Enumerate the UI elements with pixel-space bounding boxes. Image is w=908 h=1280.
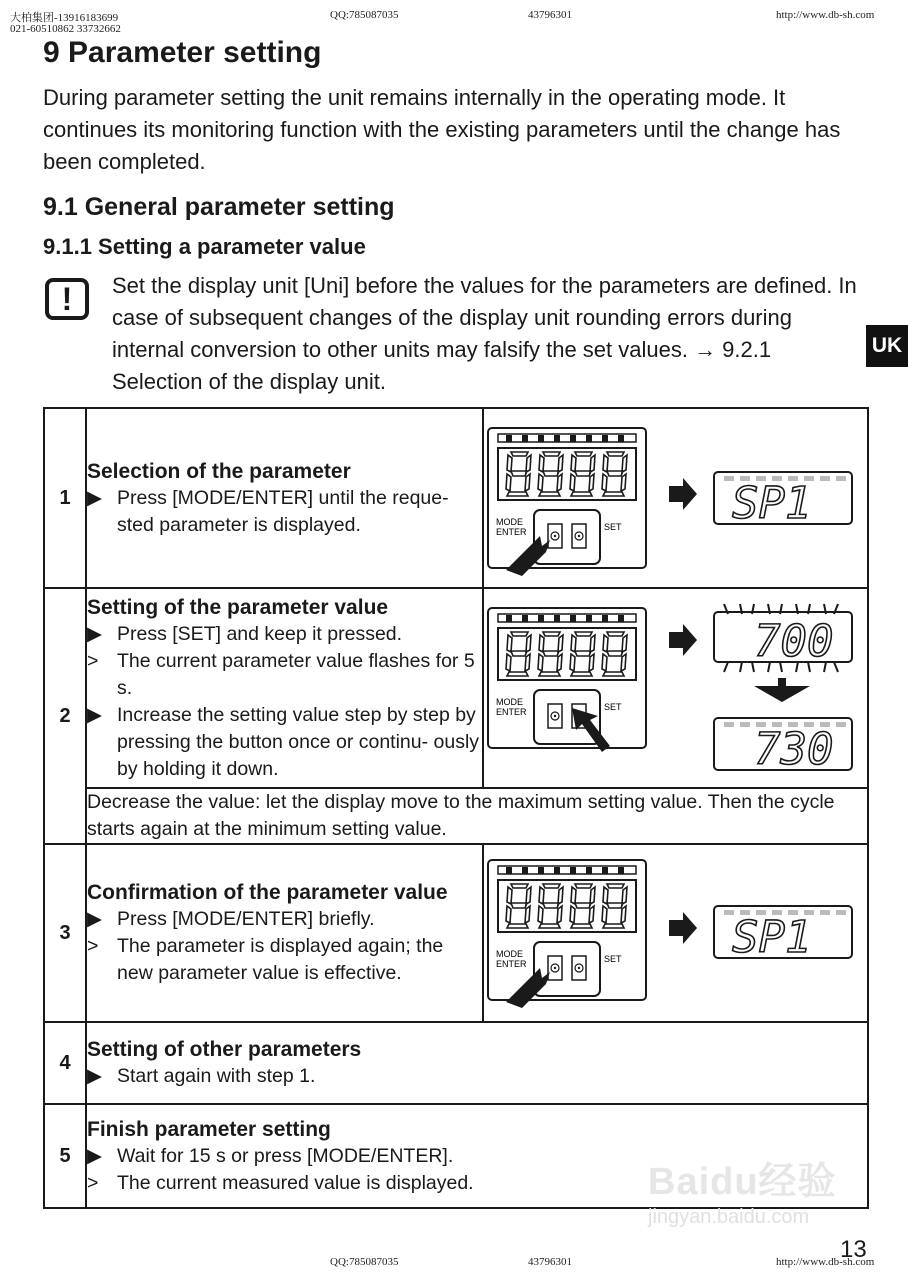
step-number: 3 — [44, 844, 86, 1022]
header-url: http://www.db-sh.com — [776, 9, 875, 21]
step-marker: > — [87, 649, 99, 672]
step-title: Setting of other parameters — [87, 1038, 362, 1061]
step-line — [87, 906, 482, 933]
step-title: Finish parameter setting — [87, 1117, 331, 1141]
step-note: Decrease the value: let the display move to the maximum setting value. Then the cycle starts again at the minimum setting value. — [86, 788, 868, 844]
arrow-right-icon — [669, 624, 697, 656]
step-marker: ▶ — [87, 622, 102, 645]
step-line-text: Increase the setting value step by step by pressing the button once or continu- ously by holding it down. — [117, 703, 480, 780]
step-marker: ▶ — [87, 486, 102, 509]
arrow-right-icon — [669, 478, 697, 510]
step-note-row — [44, 788, 868, 844]
hand-pointer-icon — [506, 536, 550, 576]
display-after-value: 730 — [754, 724, 834, 775]
warning-text: Set the display unit [Uni] before the values for the parameters are defined. In case of subsequent changes of the display unit rounding errors during internal conversion to other units may falsify the set values. → 9.2.1 Selection of the display unit. — [112, 273, 857, 394]
step-number: 2 — [44, 588, 86, 844]
step-line-text: The current measured value is displayed. — [117, 1171, 474, 1194]
step-title: Setting of the parameter value — [87, 595, 389, 619]
step-text — [86, 588, 483, 788]
step-marker: > — [87, 935, 99, 957]
step-text — [86, 408, 483, 588]
arrow-down-icon — [754, 678, 810, 702]
device-illustration — [484, 410, 864, 586]
footer-qq: QQ:785087035 — [330, 1256, 399, 1268]
step-line — [87, 648, 482, 702]
header-phone: 021-60510862 33732662 — [10, 23, 121, 35]
set-label: SET — [604, 702, 622, 712]
header-qq: QQ:785087035 — [330, 9, 399, 21]
step-line-text: Wait for 15 s or press [MODE/ENTER]. — [117, 1144, 454, 1167]
step-line-text: Start again with step 1. — [117, 1065, 316, 1087]
section-heading: 9.1 General parameter setting — [43, 193, 395, 221]
step-line-text: The current parameter value flashes for 5 s. — [117, 649, 475, 699]
display-value: SP1 — [732, 478, 812, 529]
step-number: 1 — [44, 408, 86, 588]
warning-icon: ! — [45, 278, 89, 320]
device-illustration — [484, 846, 864, 1020]
mode-label: MODE — [496, 517, 523, 527]
step-line-text: Press [MODE/ENTER] briefly. — [117, 908, 375, 930]
mode-label: MODE — [496, 697, 523, 707]
step-line — [87, 621, 482, 648]
arrow-right-icon — [669, 912, 697, 944]
step-title: Selection of the parameter — [87, 459, 351, 483]
step-number: 4 — [44, 1022, 86, 1104]
step-row — [44, 1022, 868, 1104]
step-line — [87, 485, 482, 539]
page-number: 13 — [840, 1236, 867, 1263]
step-row — [44, 844, 868, 1022]
step-row — [44, 588, 868, 788]
steps-table — [43, 407, 869, 1209]
step-text — [86, 844, 483, 1022]
step-marker: ▶ — [87, 1065, 102, 1087]
step-number: 5 — [44, 1104, 86, 1208]
step-marker: > — [87, 1171, 99, 1194]
step-title: Confirmation of the parameter value — [87, 881, 448, 904]
step-marker: ▶ — [87, 1144, 102, 1167]
step-line — [87, 933, 482, 987]
step-figure — [483, 588, 868, 788]
step-row — [44, 408, 868, 588]
step-marker: ▶ — [87, 908, 102, 930]
subsection-heading: 9.1.1 Setting a parameter value — [43, 234, 366, 259]
footer-code: 43796301 — [528, 1256, 572, 1268]
language-tab: UK — [866, 325, 908, 367]
set-label: SET — [604, 954, 622, 964]
watermark-site: jingyan.baidu.com — [648, 1206, 810, 1228]
header-code: 43796301 — [528, 9, 572, 21]
enter-label: ENTER — [496, 527, 527, 537]
step-line-text: Press [SET] and keep it pressed. — [117, 622, 403, 645]
display-value: SP1 — [732, 912, 812, 963]
step-figure — [483, 844, 868, 1022]
hand-pointer-icon — [506, 968, 550, 1008]
page-title: 9 Parameter setting — [43, 36, 322, 69]
step-line — [87, 1063, 867, 1090]
step-figure — [483, 408, 868, 588]
set-label: SET — [604, 522, 622, 532]
step-text — [86, 1022, 868, 1104]
watermark-brand: Baidu经验 — [648, 1161, 837, 1203]
hand-pointer-icon — [572, 708, 610, 752]
enter-label: ENTER — [496, 707, 527, 717]
step-line-text: Press [MODE/ENTER] until the reque- sted parameter is displayed. — [117, 486, 449, 536]
enter-label: ENTER — [496, 959, 527, 969]
intro-paragraph: During parameter setting the unit remains internally in the operating mode. It continues its monitoring function with the existing parameters until the change has been completed. — [43, 85, 841, 174]
display-flash-value: 700 — [754, 616, 834, 667]
step-marker: ▶ — [87, 703, 102, 726]
device-illustration — [484, 590, 864, 786]
footer-url: http://www.db-sh.com — [776, 1256, 875, 1268]
step-line — [87, 702, 482, 783]
header-company: 大柏集团-13916183699 — [10, 12, 119, 24]
mode-label: MODE — [496, 949, 523, 959]
step-line-text: The parameter is displayed again; the new parameter value is effective. — [117, 935, 444, 984]
